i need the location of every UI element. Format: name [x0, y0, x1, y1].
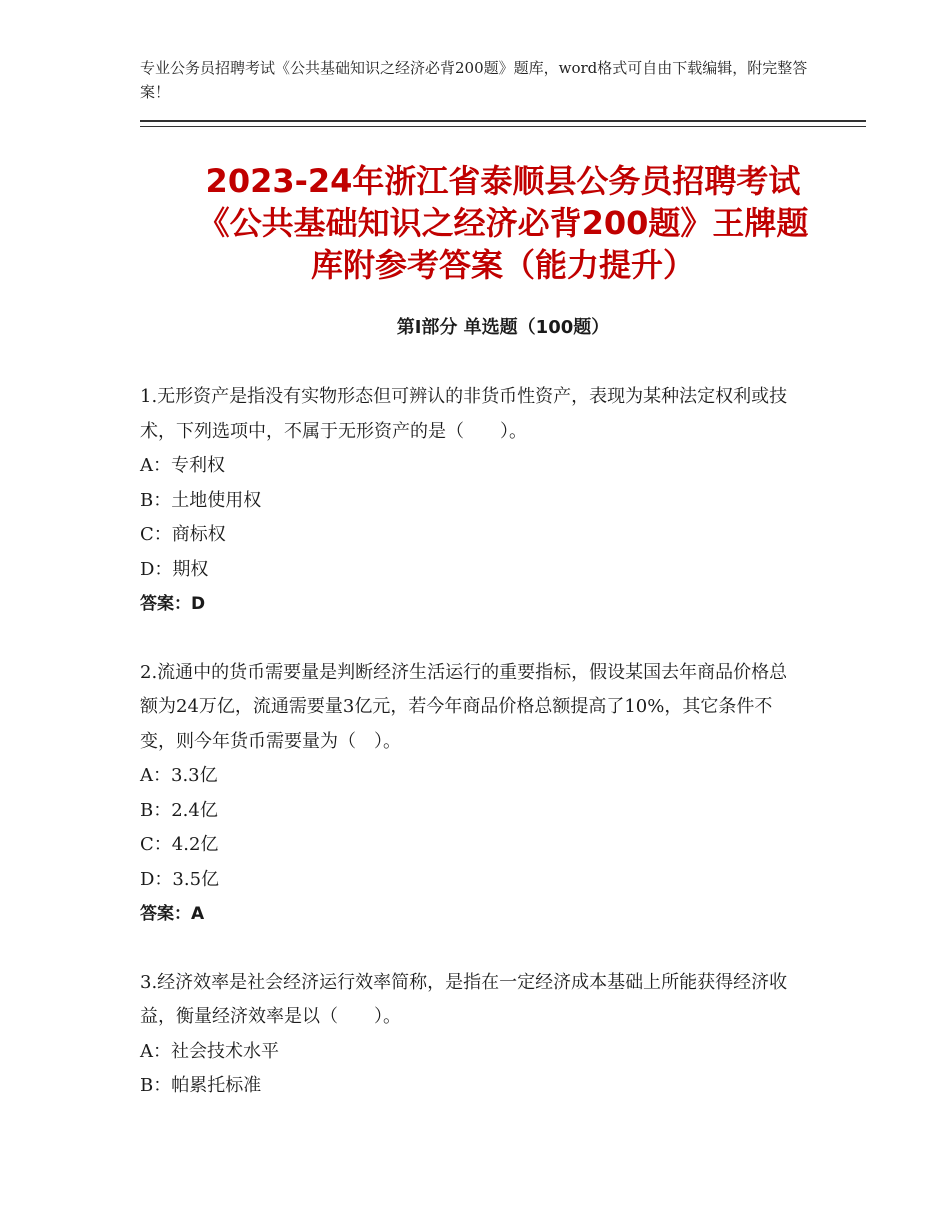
title-line-2: 《公共基础知识之经济必背200题》王牌题	[197, 204, 809, 242]
option-d: D：3.5亿	[140, 868, 220, 890]
option-a: A：专利权	[140, 455, 225, 476]
option-b: B：2.4亿	[140, 799, 218, 821]
question-stem: 2.流通中的货币需要量是判断经济生活运行的重要指标，假设某国去年商品价格总额为24万亿，流通需要量3亿元，若今年商品价格总额提高了10%，其它条件不变，则今年货币需要量为（ ）。	[140, 661, 788, 752]
option-a: A：3.3亿	[140, 765, 218, 786]
question-2	[140, 656, 800, 932]
header-note: 专业公务员招聘考试《公共基础知识之经济必背200题》题库，word格式可自由下载编辑，附完整答案！	[140, 59, 808, 101]
option-d: D：期权	[140, 558, 209, 580]
option-b: B：帕累托标准	[140, 1075, 262, 1096]
answer: 答案：A	[140, 904, 205, 924]
title-line-3: 库附参考答案（能力提升）	[310, 246, 695, 284]
question-3	[140, 966, 800, 1104]
option-c: C：4.2亿	[140, 834, 219, 855]
question-1	[140, 380, 800, 622]
option-a: A：社会技术水平	[140, 1040, 279, 1062]
option-b: B：土地使用权	[140, 489, 262, 511]
document-title	[140, 160, 866, 286]
section-title: 第Ⅰ部分 单选题（100题）	[396, 317, 610, 338]
option-c: C：商标权	[140, 524, 226, 545]
question-stem: 3.经济效率是社会经济运行效率简称，是指在一定经济成本基础上所能获得经济收益，衡量经济效率是以（ ）。	[140, 971, 788, 1027]
question-stem: 1.无形资产是指没有实物形态但可辨认的非货币性资产，表现为某种法定权利或技术，下列选项中，不属于无形资产的是（ ）。	[140, 386, 788, 442]
answer: 答案：D	[140, 594, 206, 614]
header-divider	[140, 120, 866, 127]
question-list	[140, 380, 800, 1138]
title-line-1: 2023-24年浙江省泰顺县公务员招聘考试	[205, 162, 801, 200]
